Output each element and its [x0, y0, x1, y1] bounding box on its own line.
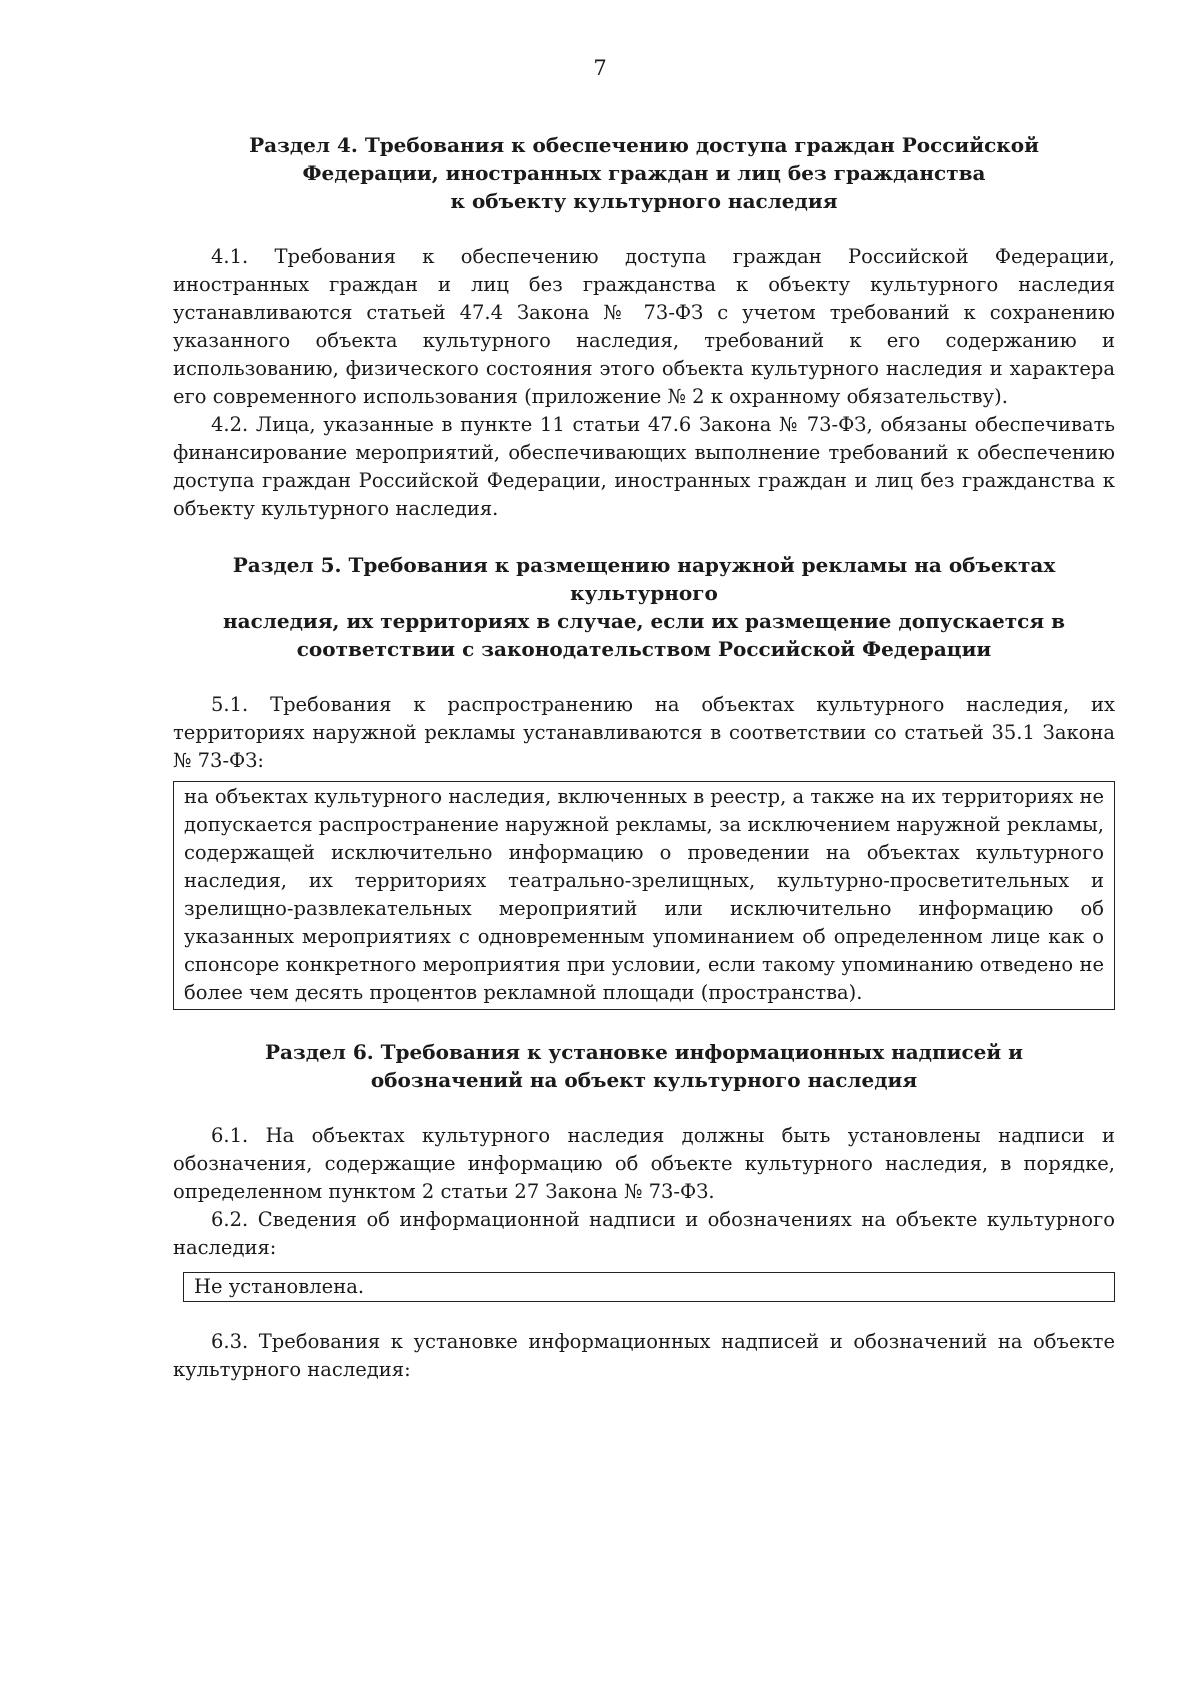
section-5-heading — [173, 551, 1115, 663]
heading-line: Федерации, иностранных граждан и лиц без гражданства — [302, 161, 986, 185]
paragraph-4-2: 4.2. Лица, указанные в пункте 11 статьи 47.6 Закона № 73-ФЗ, обязаны обеспечивать финансирование мероприятий, обеспечивающих выполнение требований к обеспечению доступа граждан Российской Федерации, иностранных граждан и лиц без гражданства к объекту культурного наследия. — [173, 413, 1115, 520]
heading-line: наследия, их территориях в случае, если их размещение допускается в — [223, 609, 1065, 633]
document-body — [173, 131, 1115, 1384]
paragraph-6-1: 6.1. На объектах культурного наследия должны быть установлены надписи и обозначения, содержащие информацию об объекте культурного наследия, в порядке, определенном пунктом 2 статьи 27 Закона № 73-ФЗ. — [173, 1124, 1115, 1203]
heading-line: обозначений на объект культурного наследия — [370, 1068, 918, 1092]
section-4-heading — [173, 131, 1115, 215]
paragraph-4-1: 4.1. Требования к обеспечению доступа граждан Российской Федерации, иностранных граждан и лиц без гражданства к объекту культурного наследия устанавливаются статьей 47.4 Закона № 73-ФЗ с учетом требований к сохранению указанного объекта культурного наследия, требований к его содержанию и использованию, физического состояния этого объекта культурного наследия и характера его современного использования (приложение № 2 к охранному обязательству). — [173, 245, 1115, 408]
heading-line: к объекту культурного наследия — [450, 189, 838, 213]
advertising-rules-box: на объектах культурного наследия, включенных в реестр, а также на их территориях не допускается распространение наружной рекламы, за исключением наружной рекламы, содержащей исключительно информацию о проведении на объектах культурного наследия, их территориях театрально-зрелищных, культурно-просветительных и зрелищно-развлекательных мероприятий или исключительно информацию об указанных мероприятиях с одновременным упоминанием об определенном лице как о спонсоре конкретного мероприятия при условии, если такому упоминанию отведено не более чем десять процентов рекламной площади (пространства). — [173, 781, 1115, 1010]
paragraph-6-2: 6.2. Сведения об информационной надписи и обозначениях на объекте культурного наследия: — [173, 1208, 1115, 1259]
heading-line: Раздел 4. Требования к обеспечению доступа граждан Российской — [249, 133, 1039, 157]
paragraph-5-1: 5.1. Требования к распространению на объектах культурного наследия, их территориях наружной рекламы устанавливаются в соответствии со статьей 35.1 Закона № 73-ФЗ: — [173, 693, 1115, 772]
heading-line: Раздел 5. Требования к размещению наружной рекламы на объектах культурного — [232, 553, 1056, 605]
heading-line: соответствии с законодательством Российской Федерации — [296, 637, 992, 661]
section-6-heading — [173, 1038, 1115, 1094]
inscription-info-box: Не установлена. — [183, 1272, 1115, 1302]
heading-line: Раздел 6. Требования к установке информационных надписей и — [264, 1040, 1024, 1064]
paragraph-6-3: 6.3. Требования к установке информационных надписей и обозначений на объекте культурного наследия: — [173, 1330, 1115, 1381]
page-number: 7 — [593, 56, 607, 80]
